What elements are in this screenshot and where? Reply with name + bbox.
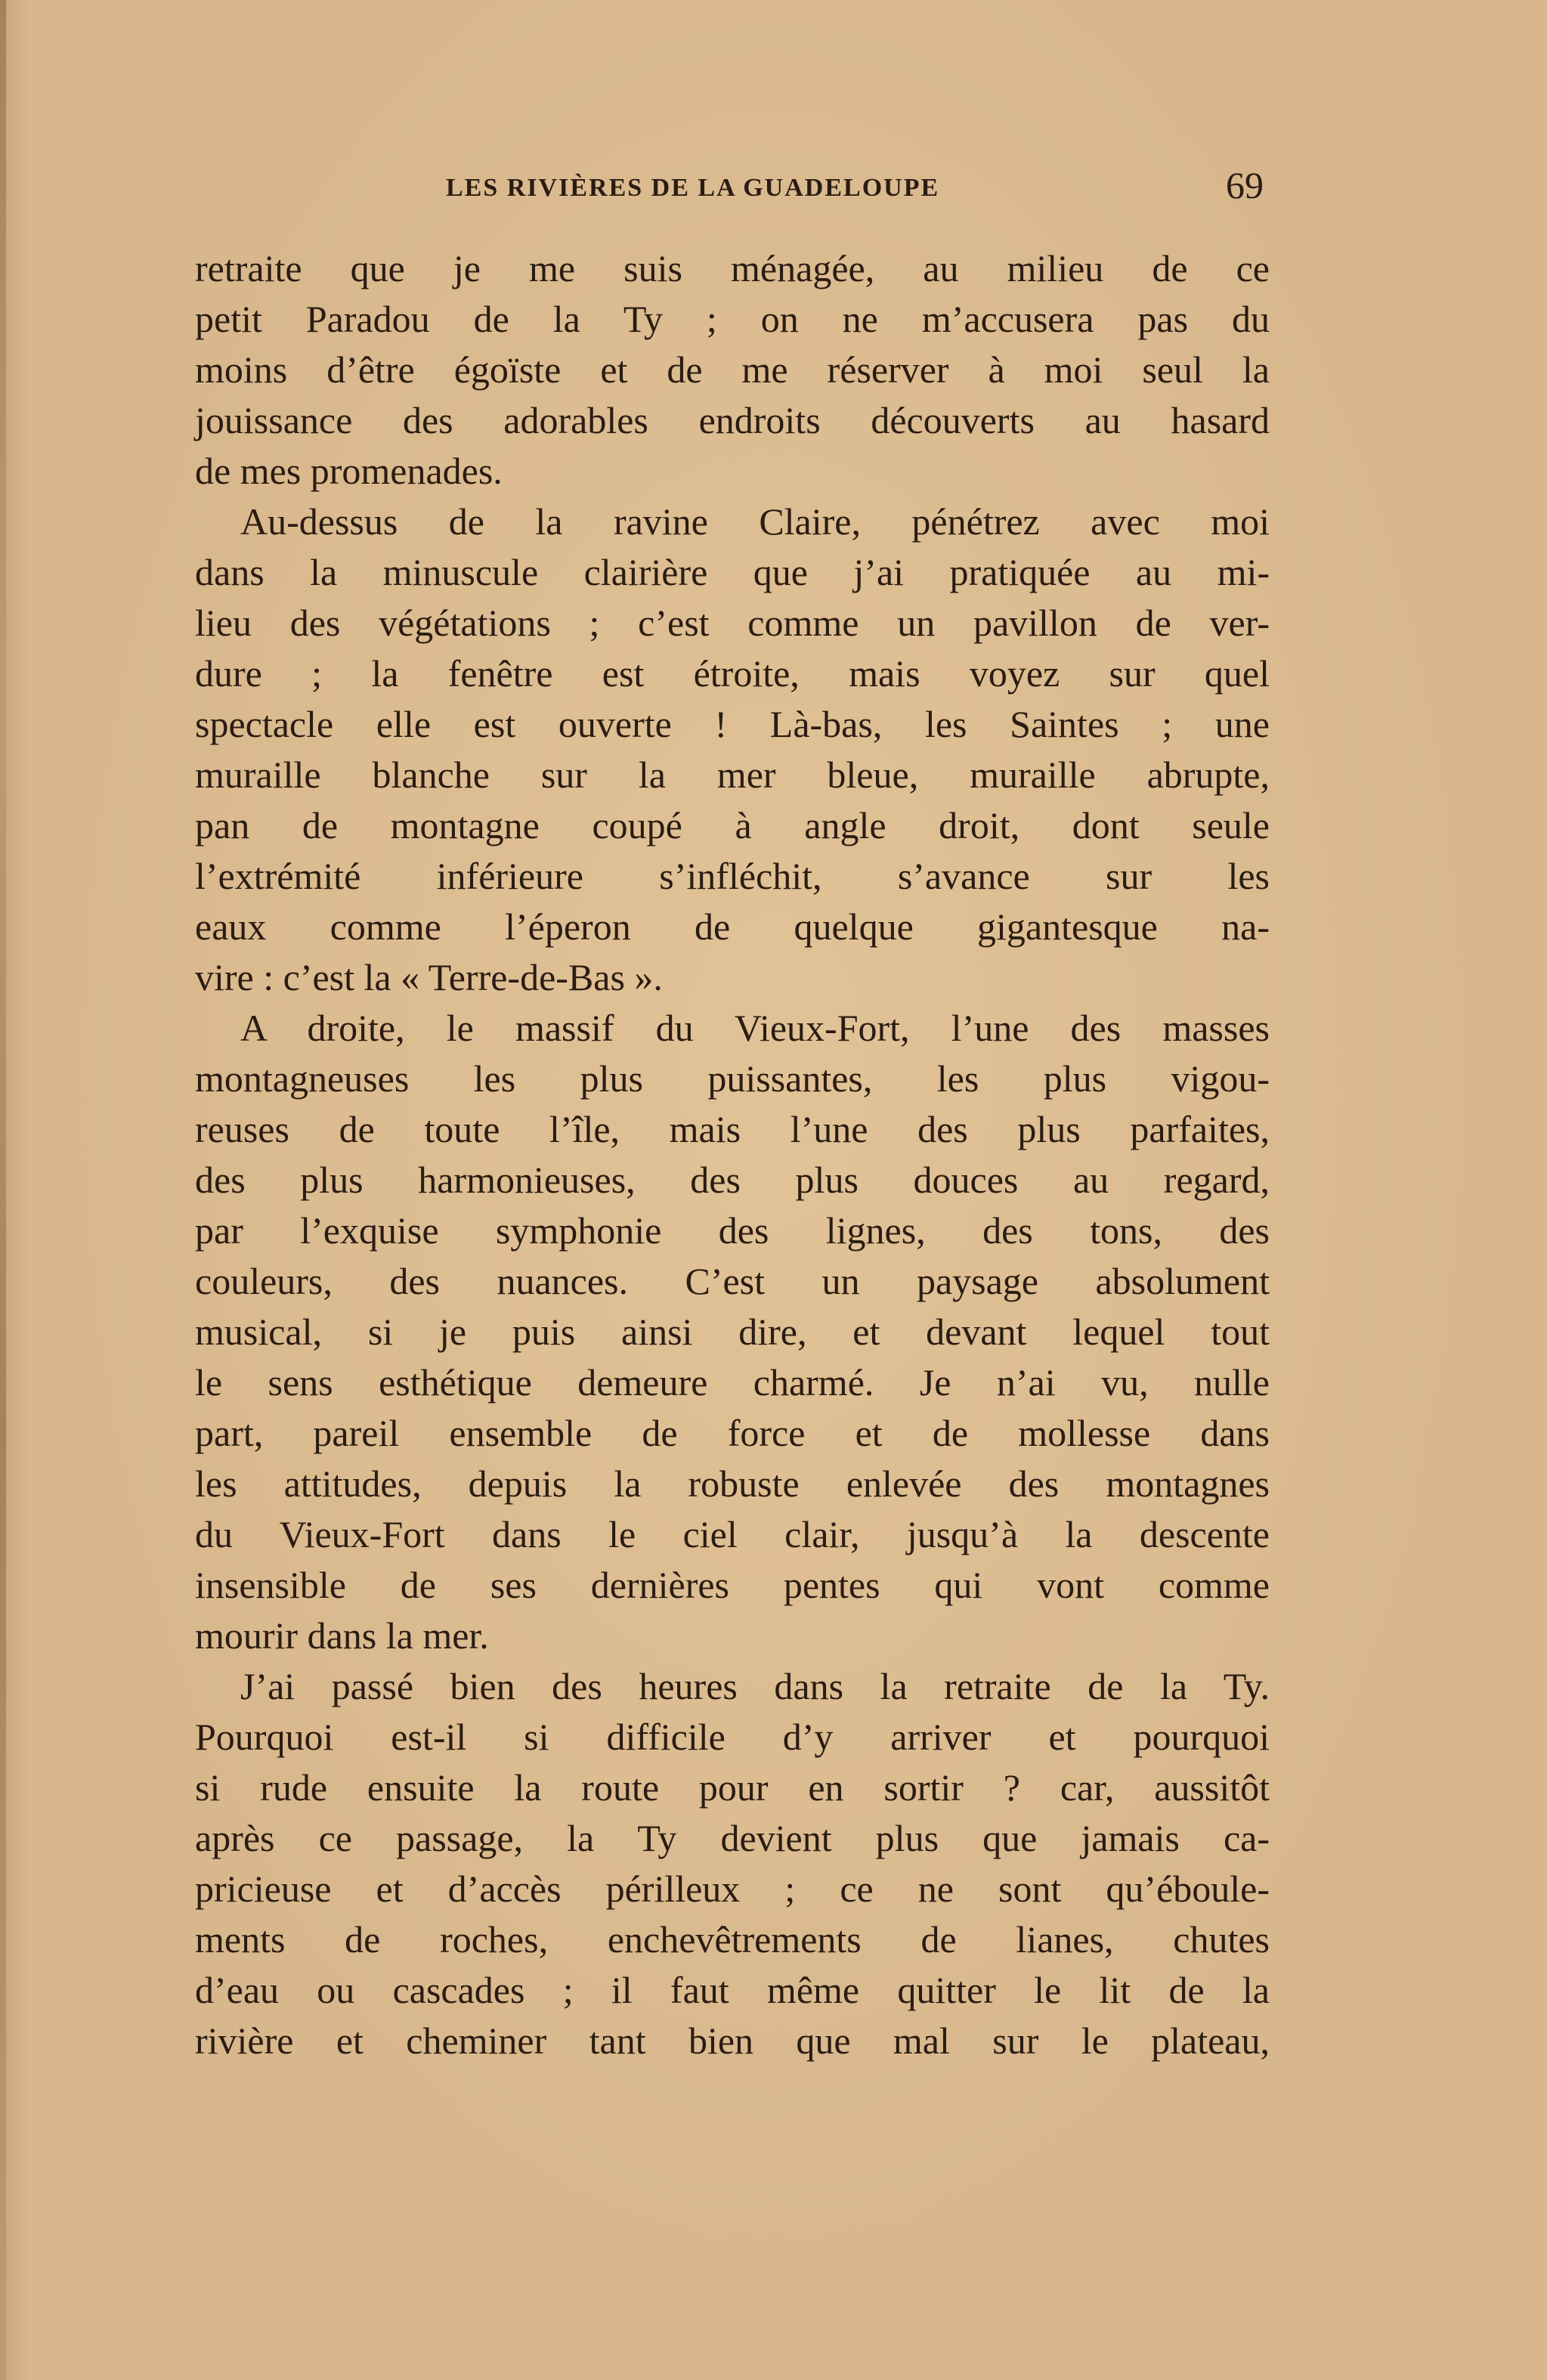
page-binding-edge: [0, 0, 6, 2380]
text-line: jouissance des adorables endroits découverts au hasard: [195, 399, 1270, 441]
text-line: dure ; la fenêtre est étroite, mais voyez sur quel: [195, 652, 1270, 695]
text-line: spectacle elle est ouverte ! Là-bas, les Saintes ; une: [195, 703, 1270, 745]
text-line: muraille blanche sur la mer bleue, muraille abrupte,: [195, 754, 1270, 796]
text-line: pricieuse et d’accès périlleux ; ce ne sont qu’éboule-: [195, 1868, 1270, 1910]
paragraph-start-line: J’ai passé bien des heures dans la retraite de la Ty.: [240, 1665, 1270, 1707]
text-line: musical, si je puis ainsi dire, et devant lequel tout: [195, 1311, 1270, 1353]
page-number: 69: [1226, 164, 1264, 206]
text-line: ments de roches, enchevêtrements de lianes, chutes: [195, 1918, 1270, 1961]
text-line: si rude ensuite la route pour en sortir ? car, aussitôt: [195, 1766, 1270, 1809]
text-line: montagneuses les plus puissantes, les plus vigou-: [195, 1057, 1270, 1100]
text-line: pan de montagne coupé à angle droit, dont seule: [195, 804, 1270, 846]
text-line: reuses de toute l’île, mais l’une des plus parfaites,: [195, 1108, 1270, 1150]
text-line: petit Paradou de la Ty ; on ne m’accusera pas du: [195, 298, 1270, 340]
text-line: du Vieux-Fort dans le ciel clair, jusqu’à la descente: [195, 1513, 1270, 1555]
running-title: LES RIVIÈRES DE LA GUADELOUPE: [446, 174, 940, 202]
text-line: vire : c’est la « Terre-de-Bas ».: [195, 956, 663, 998]
text-line: les attitudes, depuis la robuste enlevée des montagnes: [195, 1462, 1270, 1505]
text-line: lieu des végétations ; c’est comme un pavillon de ver-: [195, 602, 1270, 644]
text-line: moins d’être égoïste et de me réserver à moi seul la: [195, 348, 1270, 391]
text-line: mourir dans la mer.: [195, 1614, 489, 1657]
text-line: le sens esthétique demeure charmé. Je n’ai vu, nulle: [195, 1361, 1270, 1404]
text-line: après ce passage, la Ty devient plus que jamais ca-: [195, 1817, 1270, 1859]
text-line: d’eau ou cascades ; il faut même quitter le lit de la: [195, 1969, 1270, 2011]
text-line: dans la minuscule clairière que j’ai pratiquée au mi-: [195, 551, 1270, 593]
text-line: retraite que je me suis ménagée, au milieu de ce: [195, 247, 1270, 289]
body-text: [195, 243, 1270, 2066]
text-line: insensible de ses dernières pentes qui vont comme: [195, 1564, 1270, 1606]
text-line: couleurs, des nuances. C’est un paysage absolument: [195, 1260, 1270, 1302]
text-line: eaux comme l’éperon de quelque gigantesque na-: [195, 905, 1270, 948]
text-line: rivière et cheminer tant bien que mal sur le plateau,: [195, 2019, 1270, 2062]
text-line: des plus harmonieuses, des plus douces au regard,: [195, 1159, 1270, 1201]
text-line: part, pareil ensemble de force et de mollesse dans: [195, 1412, 1270, 1454]
text-line: l’extrémité inférieure s’infléchit, s’avance sur les: [195, 855, 1270, 897]
paragraph-start-line: Au-dessus de la ravine Claire, pénétrez avec moi: [240, 500, 1270, 543]
text-line: par l’exquise symphonie des lignes, des tons, des: [195, 1209, 1270, 1252]
text-line: Pourquoi est-il si difficile d’y arriver et pourquoi: [195, 1716, 1270, 1758]
paragraph-start-line: A droite, le massif du Vieux-Fort, l’une des masses: [240, 1007, 1270, 1049]
text-line: de mes promenades.: [195, 450, 503, 492]
